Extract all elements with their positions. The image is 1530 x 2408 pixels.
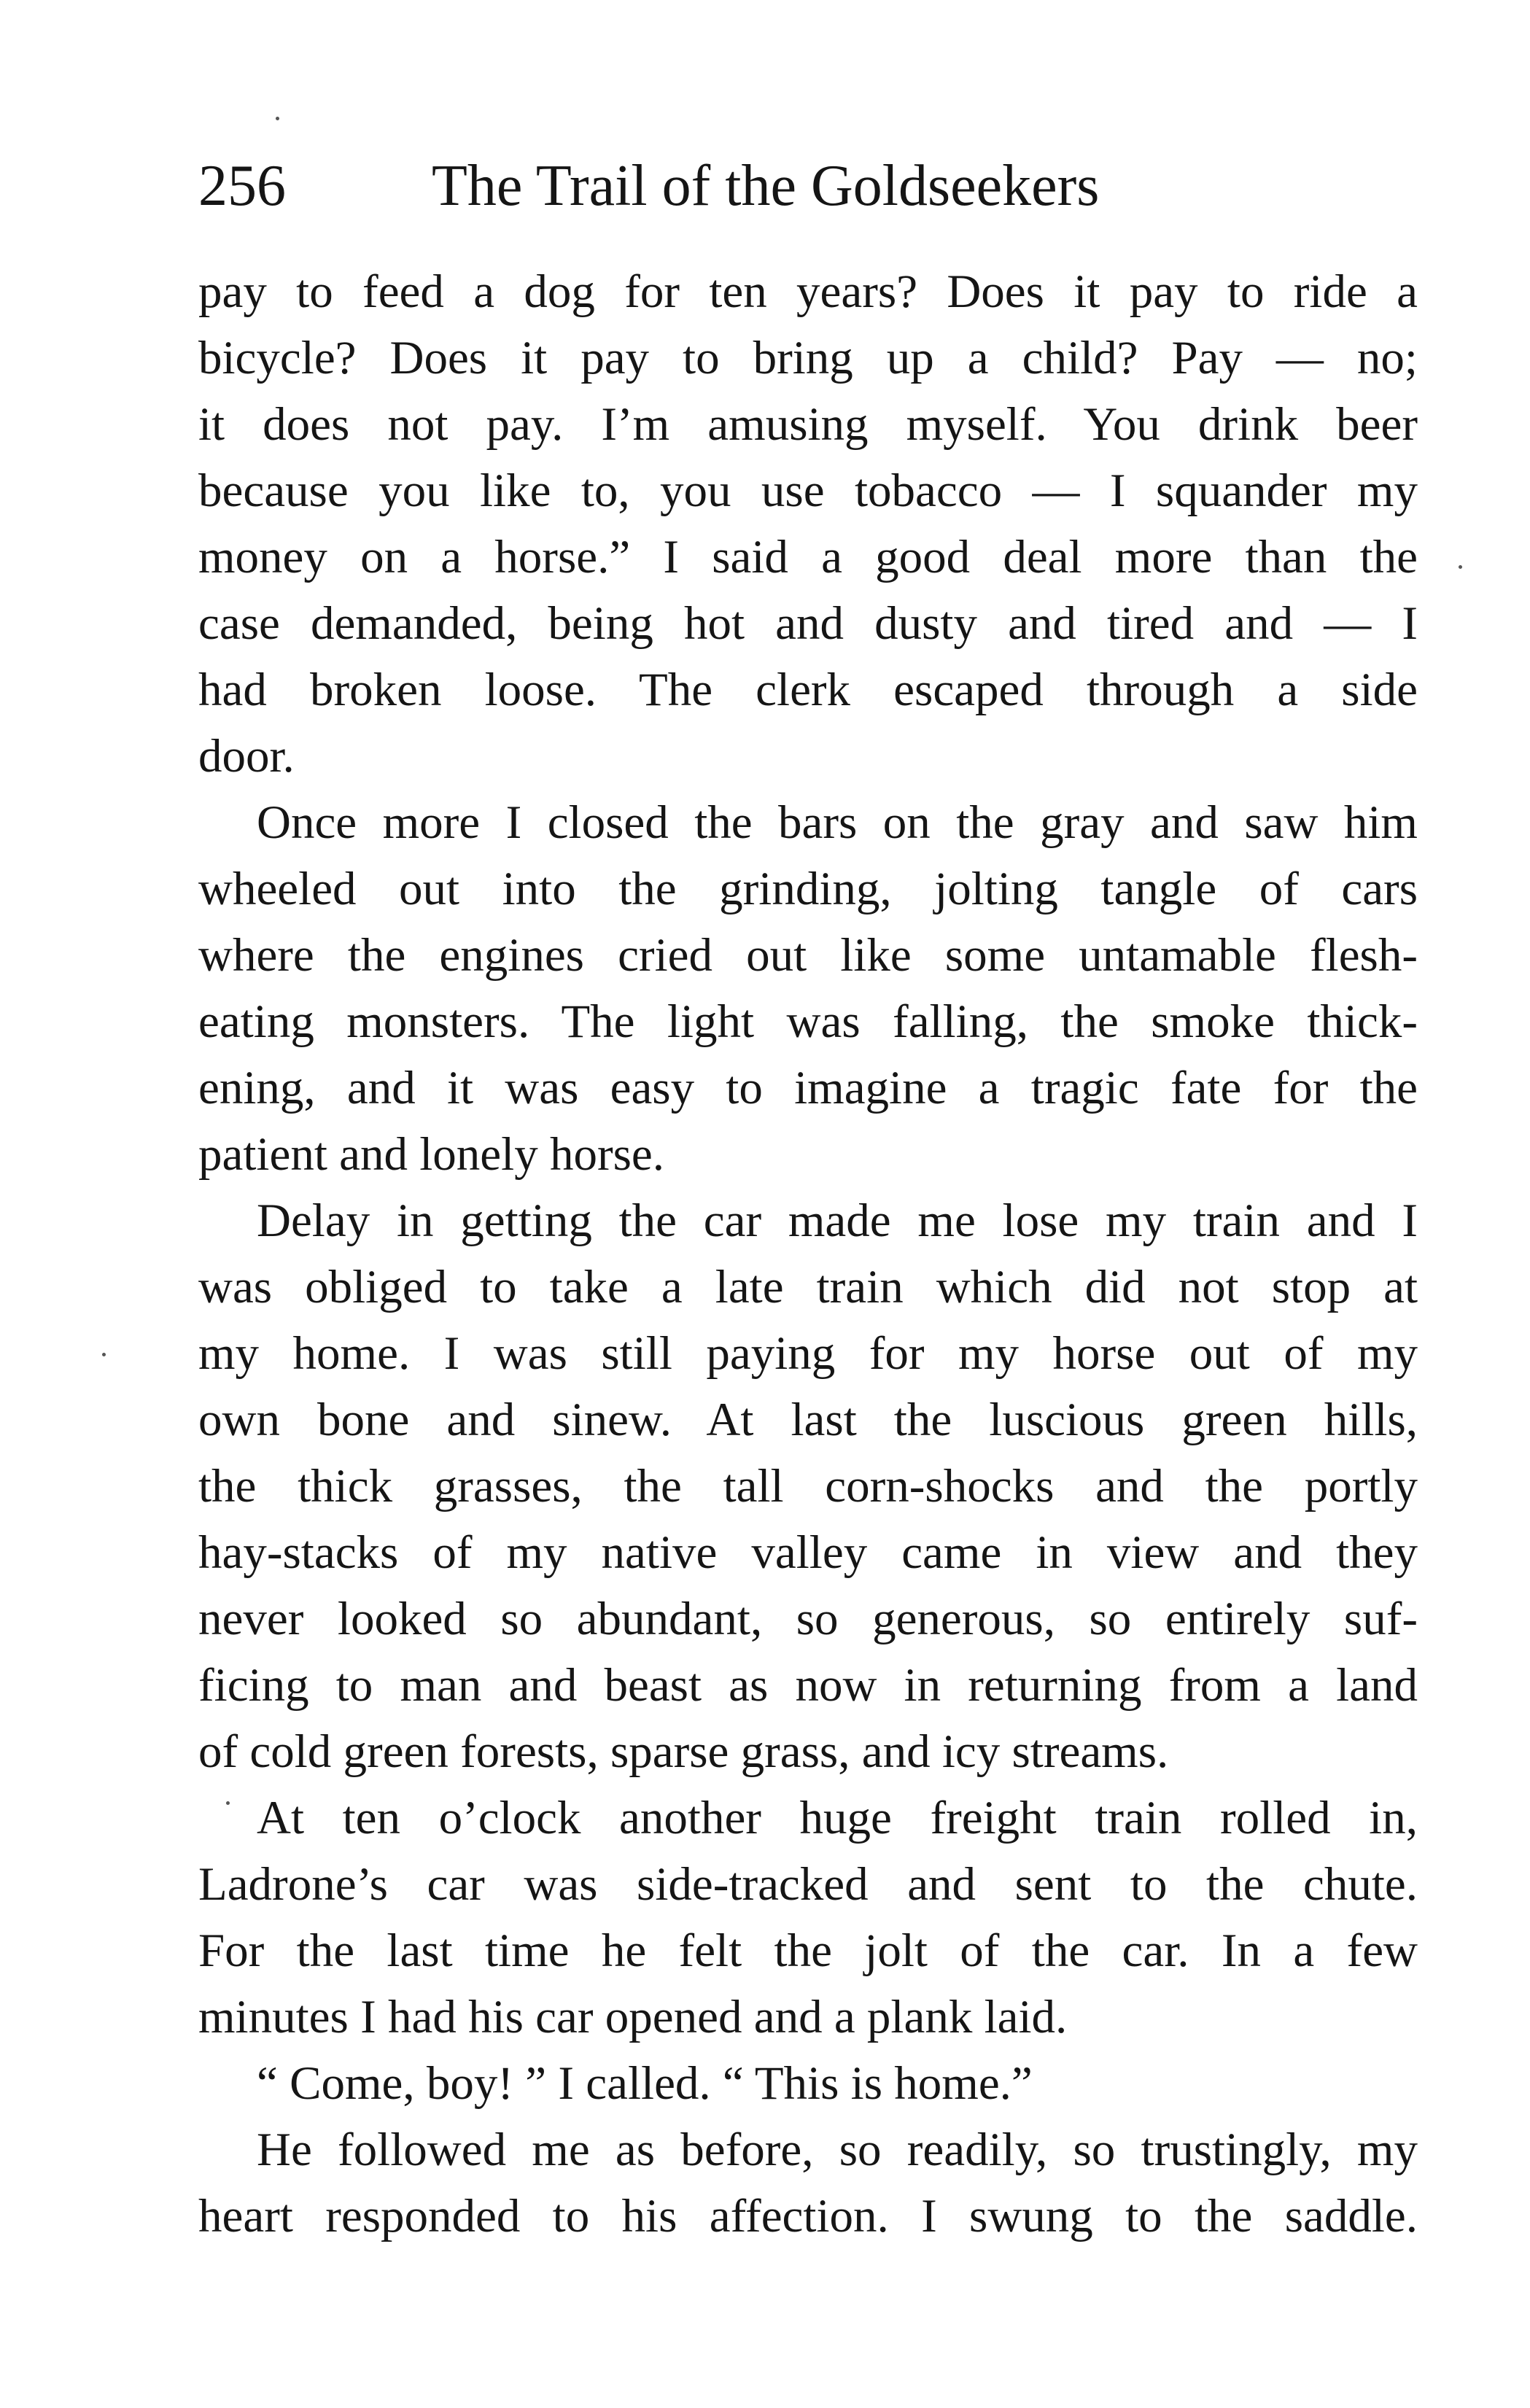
text-line: ficing to man and beast as now in returning from a land [198,1659,1418,1712]
scan-speck [102,1353,106,1356]
text-line: Ladrone’s car was side-tracked and sent to the chute. [198,1858,1418,1911]
text-line: never looked so abundant, so generous, so entirely suf- [198,1593,1418,1645]
text-line: heart responded to his affection. I swung to the saddle. [198,2190,1418,2242]
text-line: the thick grasses, the tall corn-shocks and the portly [198,1460,1418,1512]
scan-speck [276,117,279,120]
text-line: it does not pay. I’m amusing myself. You drink beer [198,398,1418,451]
text-line: where the engines cried out like some untamable flesh- [198,929,1418,982]
text-line: hay-stacks of my native valley came in view and they [198,1526,1418,1579]
text-line: ening, and it was easy to imagine a tragic fate for the [198,1062,1418,1114]
text-line: For the last time he felt the jolt of the car. In a few [198,1925,1418,1977]
text-line: because you like to, you use tobacco — I squander my [198,465,1418,517]
page-number: 256 [198,154,286,218]
text-line: my home. I was still paying for my horse out of my [198,1327,1418,1380]
scan-speck [1459,565,1462,569]
body-text [198,259,1418,2250]
text-line: “ Come, boy! ” I called. “ This is home.” [257,2057,1033,2110]
text-line: Delay in getting the car made me lose my train and I [257,1195,1418,1247]
text-line: had broken loose. The clerk escaped through a side [198,664,1418,716]
text-line: bicycle? Does it pay to bring up a child? Pay — no; [198,332,1418,384]
text-line: was obliged to take a late train which did not stop at [198,1261,1418,1313]
text-line: pay to feed a dog for ten years? Does it pay to ride a [198,265,1418,318]
text-line: Once more I closed the bars on the gray and saw him [257,796,1418,849]
running-head [198,146,1424,226]
text-line: case demanded, being hot and dusty and tired and — I [198,597,1418,650]
text-line: eating monsters. The light was falling, the smoke thick- [198,995,1418,1048]
scan-speck [226,1801,230,1805]
text-line: wheeled out into the grinding, jolting tangle of cars [198,863,1418,915]
text-line: money on a horse.” I said a good deal more than the [198,531,1418,583]
running-title: The Trail of the Goldseekers [432,154,1100,218]
text-line: own bone and sinew. At last the luscious green hills, [198,1394,1418,1446]
text-line: patient and lonely horse. [198,1128,664,1181]
text-line: of cold green forests, sparse grass, and icy streams. [198,1725,1169,1778]
text-line: door. [198,730,295,782]
text-line: minutes I had his car opened and a plank laid. [198,1991,1068,2043]
text-line: At ten o’clock another huge freight train rolled in, [257,1792,1418,1844]
text-line: He followed me as before, so readily, so trustingly, my [257,2124,1418,2176]
